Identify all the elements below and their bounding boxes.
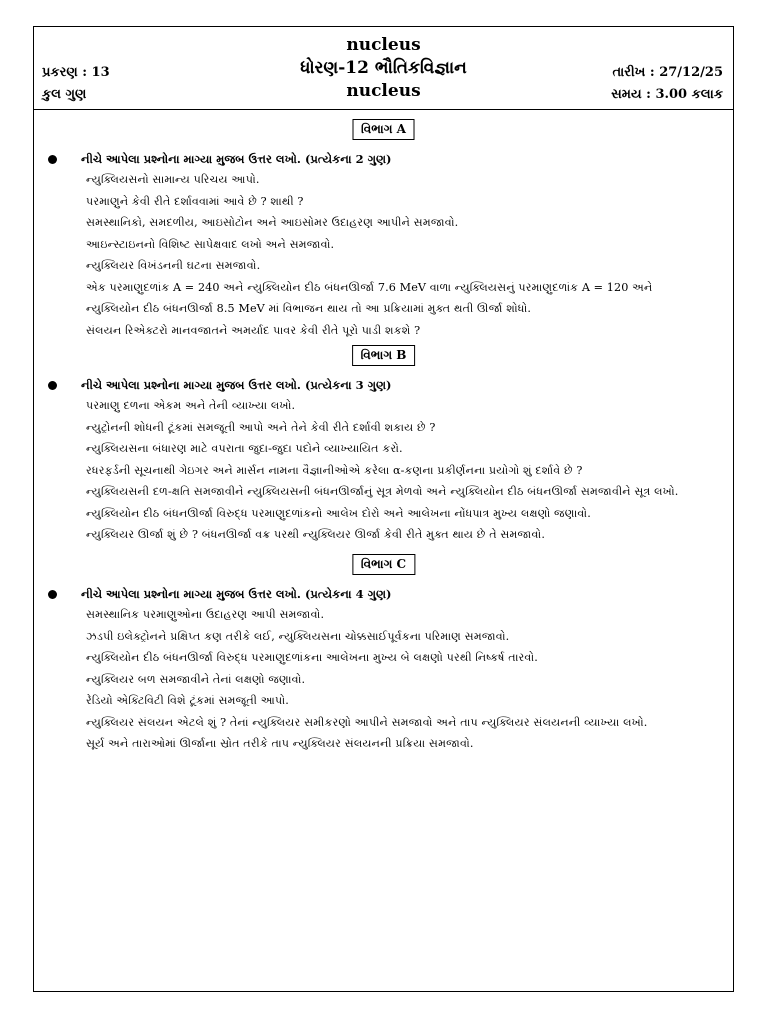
section-b-label: વિભાગ B xyxy=(352,345,416,366)
bullet-icon xyxy=(48,381,57,390)
question-item: આઇન્સ્ટાઇનનો વિશિષ્ટ સાપેક્ષવાદ લખો અને સમજાવો. xyxy=(86,238,335,251)
bullet-icon xyxy=(48,590,57,599)
question-item: ન્યુક્લિયર વિખંડનની ઘટના સમજાવો. xyxy=(86,259,261,272)
question-item: ન્યુક્લિયોન દીઠ બંધનઊર્જા વિરુદ્ધ પરમાણુદળાંકનો આલેખ દોરો અને આલેખના નોંધપાત્ર મુખ્ય લક્ષણો જણાવો. xyxy=(86,507,591,520)
question-item: ન્યુક્લિયસના બંધારણ માટે વપરાતા જુદા-જુદા પદોને વ્યાખ્યાયિત કરો. xyxy=(86,442,403,455)
question-item: રધરફર્ડની સૂચનાથી ગેઇગર અને માર્સન નામના વૈજ્ઞાનીઓએ કરેલા α-કણના પ્રકીર્ણનના પ્રયોગો શું દર્શાવે છે ? xyxy=(86,464,583,477)
question-item: સંલયન રિએક્ટરો માનવજાતને અમર્યાદ પાવર કેવી રીતે પૂરો પાડી શકશે ? xyxy=(86,324,421,337)
paper-header xyxy=(34,27,733,110)
question-item: ન્યુક્લિયસની દળ-ક્ષતિ સમજાવીને ન્યુક્લિયસની બંધનઊર્જાનું સૂત્ર મેળવો અને ન્યુક્લિયોન દીઠ બંધનઊર્જા સમજાવીને સૂત્ર લખો. xyxy=(86,485,679,498)
section-a-label: વિભાગ A xyxy=(352,119,415,140)
time-label: સમય : 3.00 કલાક xyxy=(611,87,723,102)
total-marks-label: કુલ ગુણ xyxy=(42,87,87,102)
question-item: ન્યુક્લિયોન દીઠ બંધનઊર્જા વિરુદ્ધ પરમાણુદળાંકના આલેખના મુખ્ય બે લક્ષણો પરથી નિષ્કર્ષ તારવો. xyxy=(86,651,538,664)
question-item: ન્યુક્લિયસનો સામાન્ય પરિચય આપો. xyxy=(86,173,260,186)
question-item: ન્યુક્લિયર સંલયન એટલે શું ? તેનાં ન્યુક્લિયર સમીકરણો આપીને સમજાવો અને તાપ ન્યુક્લિયર સંલયનની વ્યાખ્યા લખો. xyxy=(86,716,648,729)
section-a-instruction: નીચે આપેલા પ્રશ્નોના માગ્યા મુજબ ઉત્તર લખો. (પ્રત્યેકના 2 ગુણ) xyxy=(48,152,391,167)
header-title-bottom: nucleus xyxy=(346,81,421,101)
question-item: ન્યુક્લિયર બળ સમજાવીને તેનાં લક્ષણો જણાવો. xyxy=(86,673,306,686)
question-item: ન્યુટ્રોનની શોધની ટૂંકમાં સમજૂતી આપો અને તેને કેવી રીતે દર્શાવી શકાય છે ? xyxy=(86,421,436,434)
question-item: સમસ્થાનિકો, સમદળીય, આઇસોટોન અને આઇસોમર ઉદાહરણ આપીને સમજાવો. xyxy=(86,216,459,229)
header-title-top: nucleus xyxy=(346,35,421,55)
question-item: પરમાણુ દળના એકમ અને તેની વ્યાખ્યા લખો. xyxy=(86,399,296,412)
section-c-label: વિભાગ C xyxy=(352,554,415,575)
section-c-instruction: નીચે આપેલા પ્રશ્નોના માગ્યા મુજબ ઉત્તર લખો. (પ્રત્યેકના 4 ગુણ) xyxy=(48,587,391,602)
question-item: સૂર્ય અને તારાઓમાં ઊર્જાના સ્રોત તરીકે તાપ ન્યુક્લિયર સંલયનની પ્રક્રિયા સમજાવો. xyxy=(86,737,474,750)
question-item: ઝડપી ઇલેક્ટ્રોનને પ્રક્ષિપ્ત કણ તરીકે લઈ, ન્યુક્લિયસના ચોક્કસાઈપૂર્વકના પરિમાણ સમજાવો. xyxy=(86,630,510,643)
bullet-icon xyxy=(48,155,57,164)
question-item: પરમાણુને કેવી રીતે દર્શાવવામાં આવે છે ? શાથી ? xyxy=(86,195,304,208)
exam-paper xyxy=(33,26,734,992)
question-item: સમસ્થાનિક પરમાણુઓના ઉદાહરણ આપી સમજાવો. xyxy=(86,608,325,621)
question-item: એક પરમાણુદળાંક A = 240 અને ન્યુક્લિયોન દીઠ બંધનઊર્જા 7.6 MeV વાળા ન્યુક્લિયસનું પરમાણુદળાંક A = 120 અને xyxy=(86,281,653,294)
date-label: તારીખ : 27/12/25 xyxy=(612,65,723,80)
chapter-label: પ્રકરણ : 13 xyxy=(42,65,110,80)
header-title-main: ધોરણ-12 ભૌતિકવિજ્ઞાન xyxy=(300,58,467,78)
question-item: ન્યુક્લિયોન દીઠ બંધનઊર્જા 8.5 MeV માં વિભાજન થાય તો આ પ્રક્રિયામાં મુક્ત થતી ઊર્જા શોધો. xyxy=(86,302,532,315)
question-item: રેડિયો એક્ટિવિટી વિશે ટૂંકમાં સમજૂતી આપો. xyxy=(86,694,289,707)
question-item: ન્યુક્લિયર ઊર્જા શું છે ? બંધનઊર્જા વક્ર પરથી ન્યુક્લિયર ઊર્જા કેવી રીતે મુક્ત થાય છે તે સમજાવો. xyxy=(86,528,545,541)
section-b-instruction: નીચે આપેલા પ્રશ્નોના માગ્યા મુજબ ઉત્તર લખો. (પ્રત્યેકના 3 ગુણ) xyxy=(48,378,391,393)
